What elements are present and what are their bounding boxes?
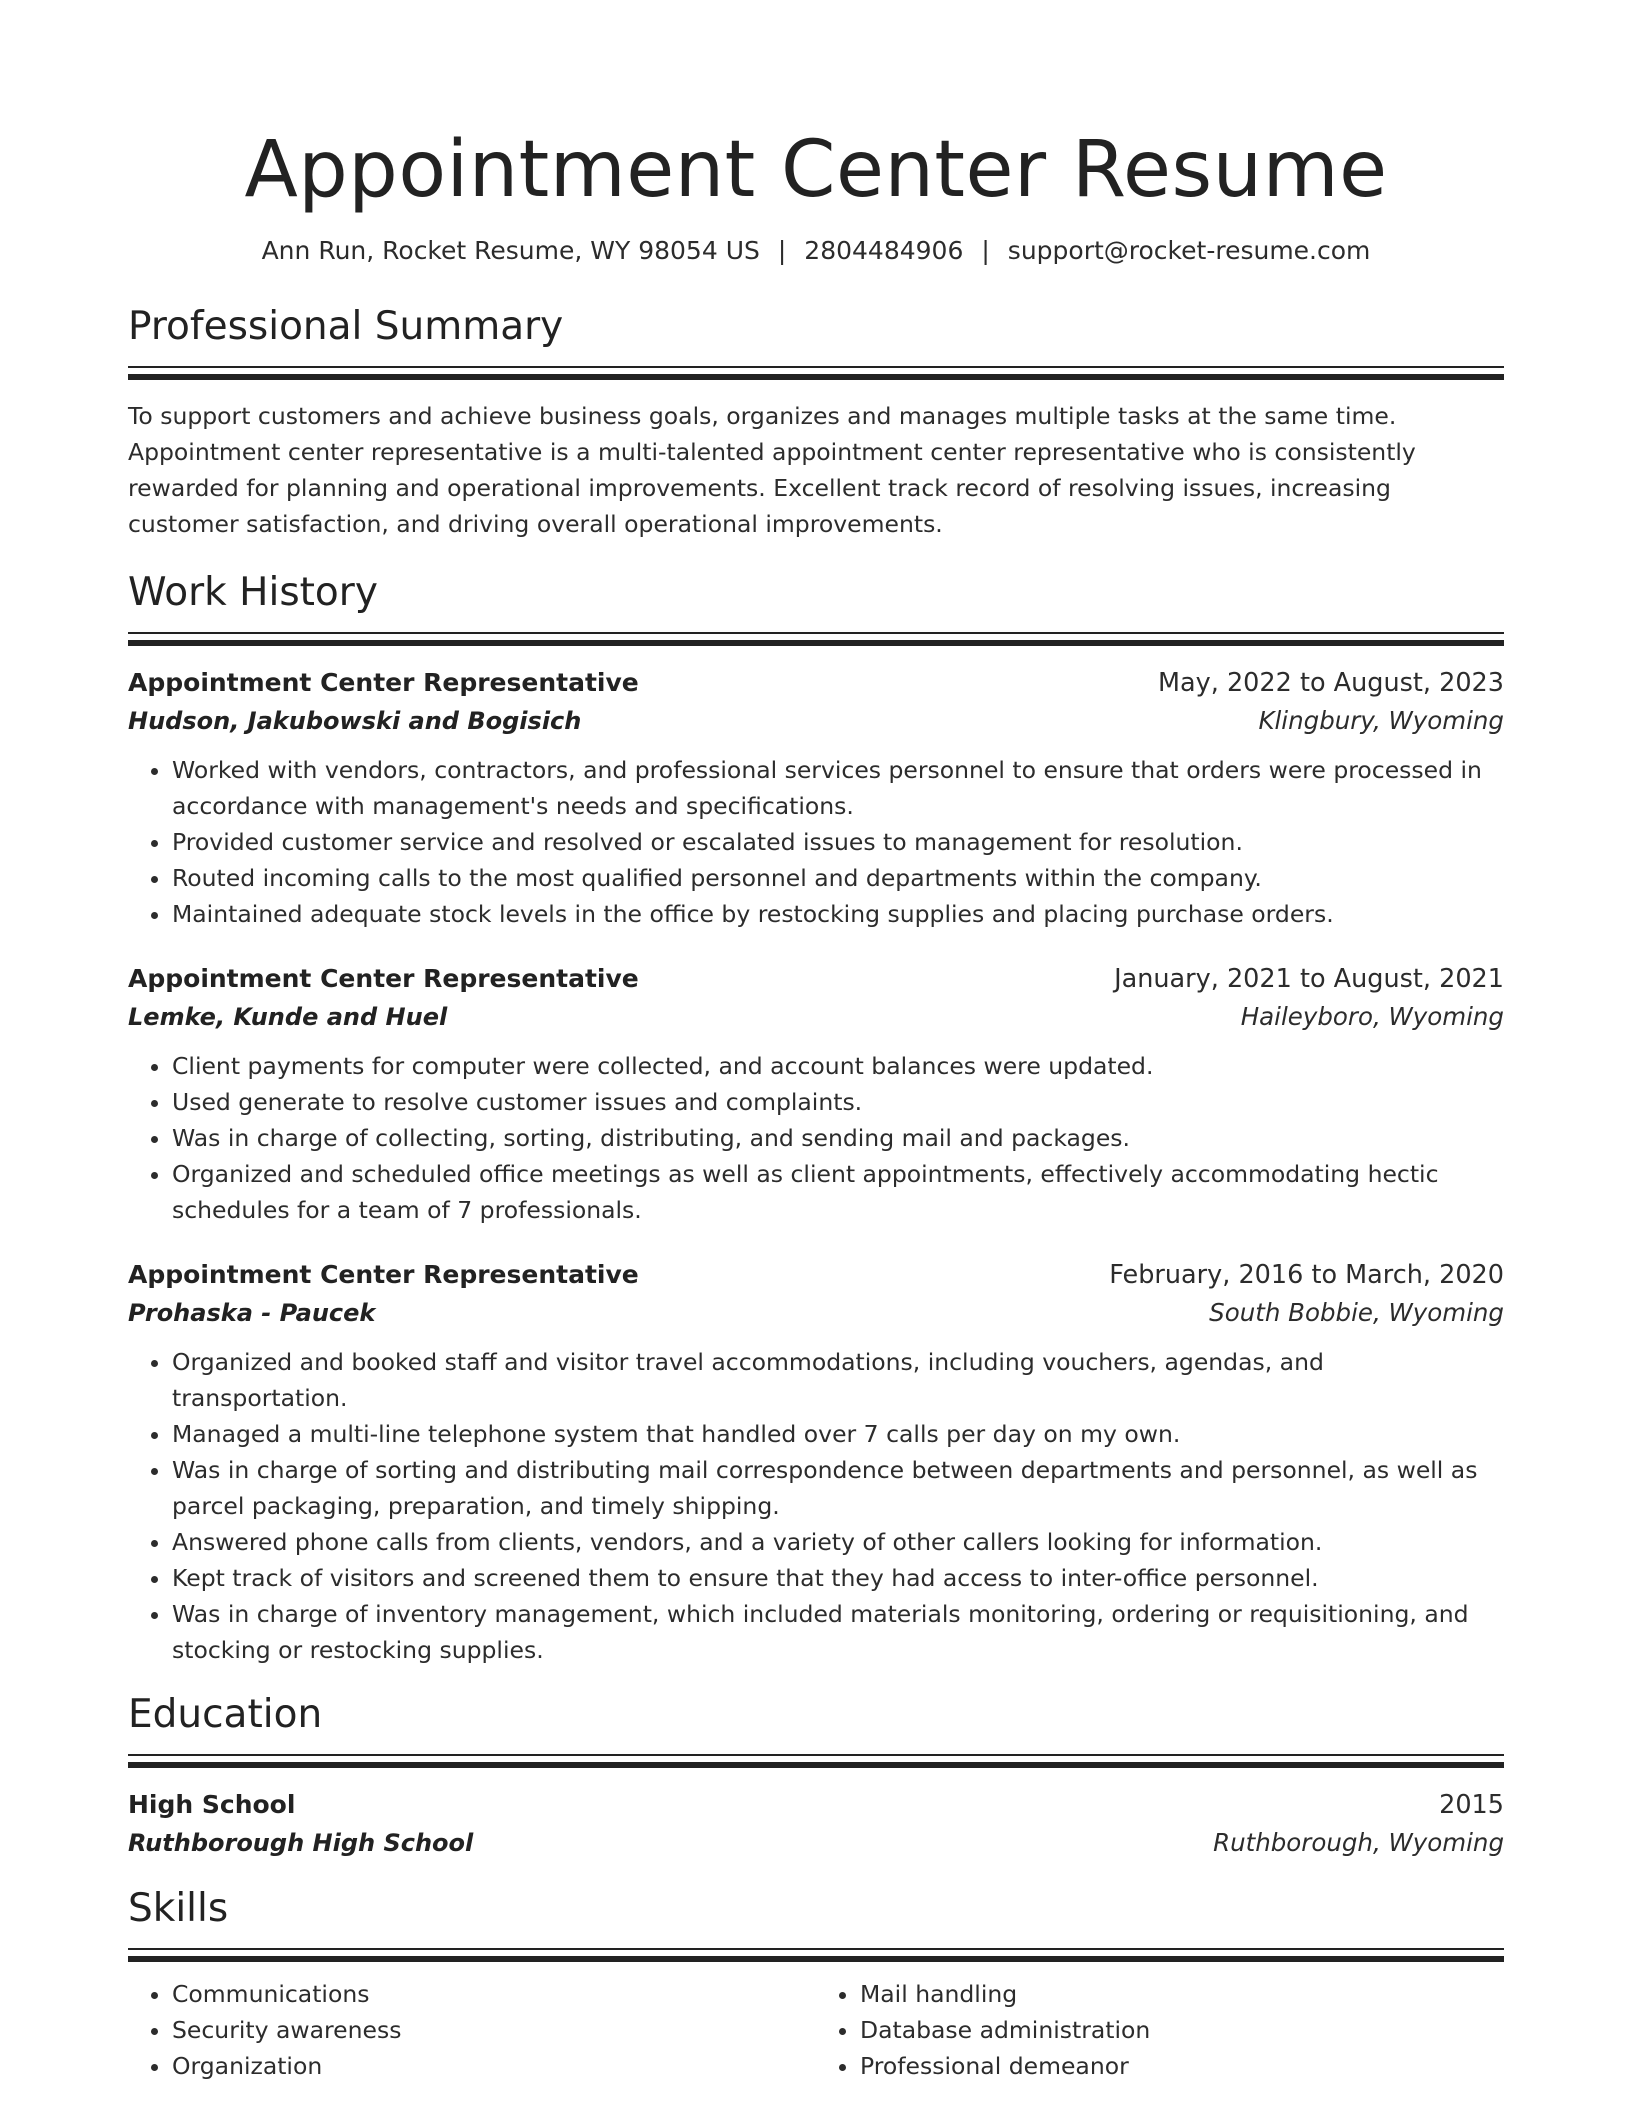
education-entry (128, 1786, 1504, 1862)
job-bullet: • Worked with vendors, contractors, and professional services personnel to ensure that orders were processed in accordance with management's needs and specifications. (172, 752, 1504, 824)
job-bullet: • Was in charge of sorting and distributing mail correspondence between departments and personnel, as well as parcel packaging, preparation, and timely shipping. (172, 1452, 1504, 1524)
contact-separator: | (777, 236, 787, 265)
job-dates: January, 2021 to August, 2021 (1114, 964, 1504, 994)
skill-item: • Organization (172, 2048, 816, 2084)
job-bullet: • Managed a multi-line telephone system that handled over 7 calls per day on my own. (172, 1416, 1504, 1452)
job-location: Haileyboro, Wyoming (1240, 1002, 1504, 1031)
skill-item: • Mail handling (860, 1976, 1504, 2012)
job-bullet: • Routed incoming calls to the most qualified personnel and departments within the company. (172, 860, 1504, 896)
section-divider (128, 366, 1504, 380)
resume-title: Appointment Center Resume (244, 125, 1388, 215)
job-bullet: • Client payments for computer were collected, and account balances were updated. (172, 1048, 1504, 1084)
skills-list (128, 1976, 816, 2084)
job-title: Appointment Center Representative (128, 668, 639, 697)
contact-separator: | (981, 236, 990, 265)
work-history-section (128, 568, 1504, 1668)
contact-line (128, 234, 1504, 268)
job-bullet: • Used generate to resolve customer issues and complaints. (172, 1084, 1504, 1120)
section-divider (128, 1754, 1504, 1768)
skills-column-left (128, 1976, 816, 2084)
section-divider (128, 632, 1504, 646)
education-year: 2015 (1439, 1790, 1504, 1820)
job-title: Appointment Center Representative (128, 964, 639, 993)
job-bullet: • Organized and scheduled office meetings as well as client appointments, effectively accommodating hectic schedules for a team of 7 professionals. (172, 1156, 1504, 1228)
skill-item: • Professional demeanor (860, 2048, 1504, 2084)
job-entry (128, 1256, 1504, 1668)
education-school: Ruthborough High School (128, 1829, 474, 1857)
skills-column-right (816, 1976, 1504, 2084)
job-dates: February, 2016 to March, 2020 (1109, 1260, 1504, 1290)
job-bullet: • Was in charge of collecting, sorting, distributing, and sending mail and packages. (172, 1120, 1504, 1156)
job-bullet: • Answered phone calls from clients, vendors, and a variety of other callers looking for information. (172, 1524, 1504, 1560)
job-title: Appointment Center Representative (128, 1260, 639, 1289)
skill-item: • Database administration (860, 2012, 1504, 2048)
section-heading-work-history: Work History (128, 570, 378, 615)
section-heading-skills: Skills (128, 1886, 229, 1931)
section-heading-summary: Professional Summary (128, 304, 564, 349)
job-location: South Bobbie, Wyoming (1209, 1298, 1504, 1327)
job-location: Klingbury, Wyoming (1258, 706, 1504, 735)
job-company: Hudson, Jakubowski and Bogisich (128, 707, 582, 735)
section-heading-education: Education (128, 1692, 323, 1737)
job-bullet: • Organized and booked staff and visitor travel accommodations, including vouchers, agendas, and transportation. (172, 1344, 1504, 1416)
summary-text: To support customers and achieve business goals, organizes and manages multiple tasks at the same time. Appointment center representative is a multi-talented appointment center representative who is consistently rewarded for planning and operational improvements. Excellent track record of resolving issues, increasing customer satisfaction, and driving overall operational improvements. (128, 402, 1416, 538)
contact-email: support@rocket-resume.com (1007, 236, 1371, 265)
contact-phone: 2804484906 (804, 236, 964, 265)
contact-address: Ann Run, Rocket Resume, WY 98054 US (261, 236, 760, 265)
summary-section (128, 302, 1504, 542)
job-bullet-list (128, 752, 1504, 932)
job-bullet-list (128, 1048, 1504, 1228)
education-section (128, 1690, 1504, 1862)
job-dates: May, 2022 to August, 2023 (1158, 668, 1504, 698)
job-bullet: • Provided customer service and resolved or escalated issues to management for resolution. (172, 824, 1504, 860)
job-bullet: • Kept track of visitors and screened them to ensure that they had access to inter-office personnel. (172, 1560, 1504, 1596)
job-bullet: • Maintained adequate stock levels in the office by restocking supplies and placing purchase orders. (172, 896, 1504, 932)
job-company: Lemke, Kunde and Huel (128, 1003, 448, 1031)
job-bullet-list (128, 1344, 1504, 1668)
section-divider (128, 1948, 1504, 1962)
job-entry (128, 664, 1504, 932)
education-location: Ruthborough, Wyoming (1213, 1828, 1504, 1857)
education-degree: High School (128, 1790, 296, 1819)
job-entry (128, 960, 1504, 1228)
skill-item: • Security awareness (172, 2012, 816, 2048)
skills-grid (128, 1976, 1504, 2084)
job-bullet: • Was in charge of inventory management, which included materials monitoring, ordering or requisitioning, and stocking or restocking supplies. (172, 1596, 1504, 1668)
job-company: Prohaska - Paucek (128, 1299, 376, 1327)
skill-item: • Communications (172, 1976, 816, 2012)
skills-section (128, 1884, 1504, 2084)
skills-list (816, 1976, 1504, 2084)
